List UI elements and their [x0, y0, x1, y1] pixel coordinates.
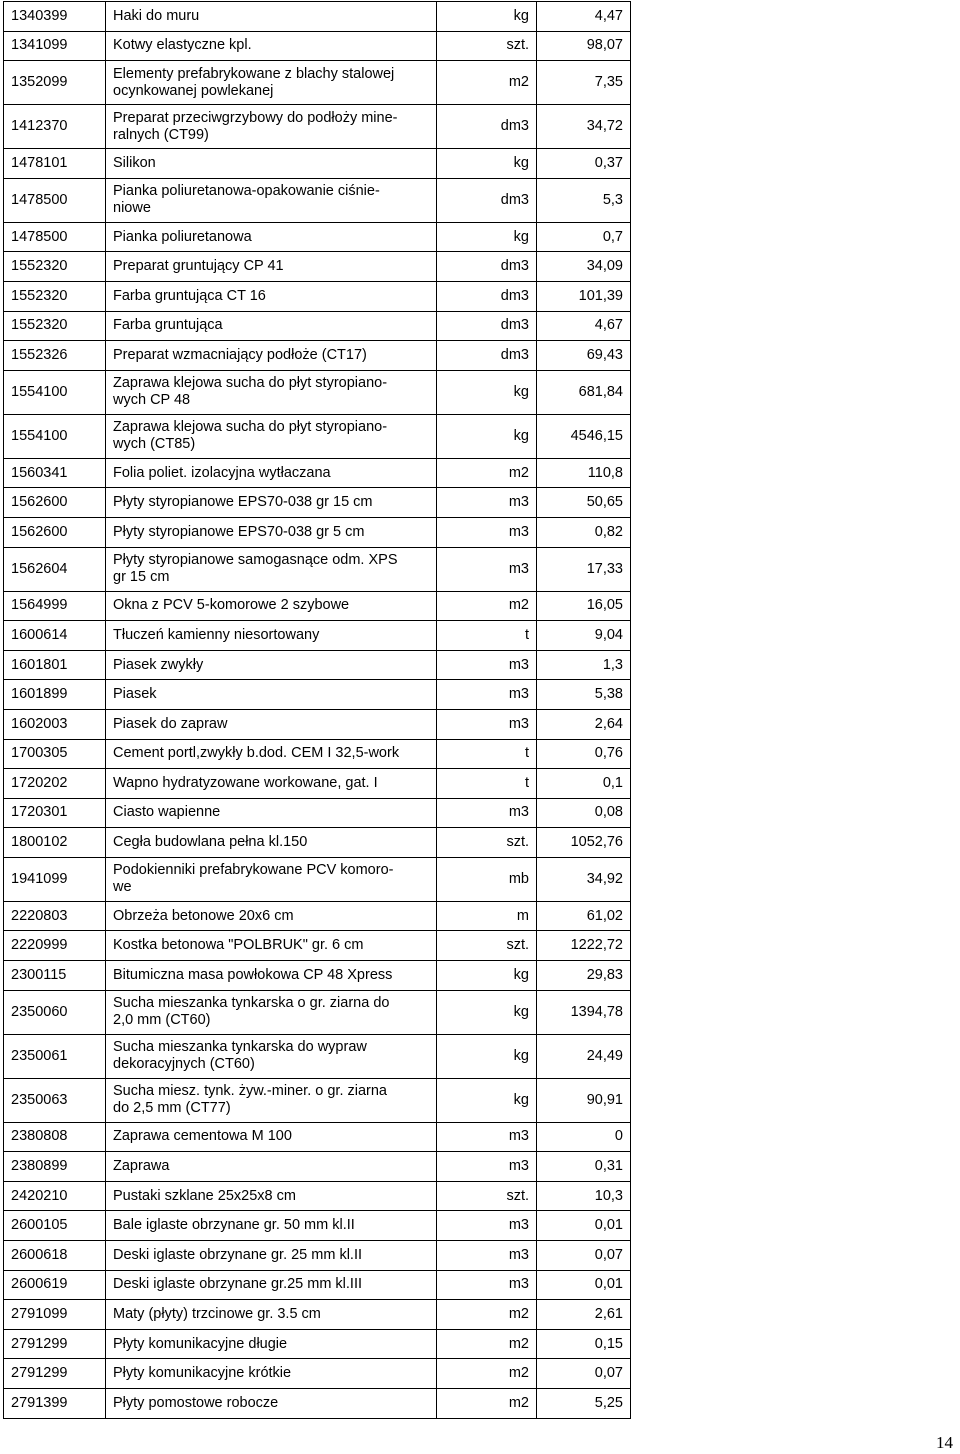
cell-name: Zaprawa cementowa M 100 — [106, 1122, 437, 1152]
table-row — [4, 739, 631, 769]
table-row — [4, 1270, 631, 1300]
cell-unit: m3 — [437, 488, 537, 518]
cell-code: 1601899 — [4, 680, 106, 710]
table-row — [4, 1359, 631, 1389]
cell-unit: m2 — [437, 1359, 537, 1389]
table-row — [4, 901, 631, 931]
cell-unit: dm3 — [437, 105, 537, 149]
cell-code: 1720202 — [4, 769, 106, 799]
cell-qty: 69,43 — [537, 341, 631, 371]
cell-code: 2380808 — [4, 1122, 106, 1152]
table-row — [4, 370, 631, 414]
cell-code: 1560341 — [4, 458, 106, 488]
cell-code: 2350063 — [4, 1078, 106, 1122]
cell-name: Sucha mieszanka tynkarska do wypraw dekoracyjnych (CT60) — [106, 1034, 437, 1078]
table-row — [4, 709, 631, 739]
cell-code: 1700305 — [4, 739, 106, 769]
cell-unit: dm3 — [437, 341, 537, 371]
cell-name: Maty (płyty) trzcinowe gr. 3.5 cm — [106, 1300, 437, 1330]
cell-qty: 17,33 — [537, 547, 631, 591]
cell-code: 1412370 — [4, 105, 106, 149]
materials-table-body — [4, 2, 631, 1419]
table-row — [4, 1181, 631, 1211]
table-row — [4, 488, 631, 518]
cell-name: Pianka poliuretanowa — [106, 222, 437, 252]
cell-name: Zaprawa klejowa sucha do płyt styropiano- wych CP 48 — [106, 370, 437, 414]
cell-qty: 0,1 — [537, 769, 631, 799]
cell-qty: 16,05 — [537, 591, 631, 621]
cell-qty: 0,07 — [537, 1359, 631, 1389]
cell-unit: kg — [437, 414, 537, 458]
cell-code: 1341099 — [4, 31, 106, 61]
table-row — [4, 105, 631, 149]
cell-name: Farba gruntująca CT 16 — [106, 281, 437, 311]
cell-qty: 0 — [537, 1122, 631, 1152]
cell-qty: 5,38 — [537, 680, 631, 710]
table-row — [4, 252, 631, 282]
table-row — [4, 828, 631, 858]
cell-unit: szt. — [437, 931, 537, 961]
cell-name: Haki do muru — [106, 2, 437, 32]
cell-name: Podokienniki prefabrykowane PCV komoro- we — [106, 857, 437, 901]
page-number: 14 — [936, 1433, 953, 1452]
cell-name: Pianka poliuretanowa-opakowanie ciśnie- niowe — [106, 178, 437, 222]
cell-qty: 0,01 — [537, 1270, 631, 1300]
cell-unit: kg — [437, 2, 537, 32]
cell-code: 1478500 — [4, 222, 106, 252]
cell-name: Obrzeża betonowe 20x6 cm — [106, 901, 437, 931]
cell-name: Cegła budowlana pełna kl.150 — [106, 828, 437, 858]
cell-unit: m2 — [437, 591, 537, 621]
cell-name: Preparat przeciwgrzybowy do podłoży mine- ralnych (CT99) — [106, 105, 437, 149]
table-row — [4, 1078, 631, 1122]
cell-qty: 90,91 — [537, 1078, 631, 1122]
cell-name: Pustaki szklane 25x25x8 cm — [106, 1181, 437, 1211]
cell-unit: m2 — [437, 458, 537, 488]
cell-qty: 1222,72 — [537, 931, 631, 961]
cell-name: Płyty komunikacyjne długie — [106, 1329, 437, 1359]
table-row — [4, 1300, 631, 1330]
cell-unit: m3 — [437, 798, 537, 828]
cell-unit: mb — [437, 857, 537, 901]
table-row — [4, 857, 631, 901]
table-row — [4, 178, 631, 222]
cell-unit: kg — [437, 990, 537, 1034]
table-row — [4, 311, 631, 341]
cell-code: 1564999 — [4, 591, 106, 621]
cell-code: 1562600 — [4, 517, 106, 547]
cell-code: 1552326 — [4, 341, 106, 371]
materials-table — [3, 1, 631, 1419]
cell-code: 2350061 — [4, 1034, 106, 1078]
table-row — [4, 1389, 631, 1419]
cell-unit: dm3 — [437, 178, 537, 222]
cell-qty: 1394,78 — [537, 990, 631, 1034]
cell-unit: kg — [437, 1034, 537, 1078]
table-row — [4, 341, 631, 371]
cell-name: Kotwy elastyczne kpl. — [106, 31, 437, 61]
cell-code: 2350060 — [4, 990, 106, 1034]
cell-unit: m2 — [437, 1300, 537, 1330]
cell-name: Folia poliet. izolacyjna wytłaczana — [106, 458, 437, 488]
cell-qty: 50,65 — [537, 488, 631, 518]
cell-qty: 681,84 — [537, 370, 631, 414]
cell-unit: kg — [437, 149, 537, 179]
table-row — [4, 547, 631, 591]
cell-code: 1720301 — [4, 798, 106, 828]
cell-unit: dm3 — [437, 252, 537, 282]
table-row — [4, 458, 631, 488]
cell-qty: 61,02 — [537, 901, 631, 931]
cell-name: Ciasto wapienne — [106, 798, 437, 828]
cell-code: 1352099 — [4, 61, 106, 105]
table-row — [4, 222, 631, 252]
cell-unit: m2 — [437, 61, 537, 105]
cell-name: Zaprawa — [106, 1152, 437, 1182]
cell-unit: m3 — [437, 517, 537, 547]
table-row — [4, 931, 631, 961]
table-row — [4, 1211, 631, 1241]
cell-code: 2791299 — [4, 1359, 106, 1389]
cell-code: 1601801 — [4, 650, 106, 680]
cell-unit: m3 — [437, 650, 537, 680]
cell-name: Płyty pomostowe robocze — [106, 1389, 437, 1419]
table-row — [4, 1152, 631, 1182]
cell-code: 1554100 — [4, 370, 106, 414]
cell-name: Bale iglaste obrzynane gr. 50 mm kl.II — [106, 1211, 437, 1241]
cell-code: 2600105 — [4, 1211, 106, 1241]
table-row — [4, 414, 631, 458]
cell-name: Płyty styropianowe samogasnące odm. XPS gr 15 cm — [106, 547, 437, 591]
cell-name: Płyty styropianowe EPS70-038 gr 5 cm — [106, 517, 437, 547]
cell-code: 2380899 — [4, 1152, 106, 1182]
cell-qty: 0,15 — [537, 1329, 631, 1359]
cell-name: Deski iglaste obrzynane gr.25 mm kl.III — [106, 1270, 437, 1300]
cell-unit: m3 — [437, 1211, 537, 1241]
cell-qty: 34,92 — [537, 857, 631, 901]
cell-code: 2600618 — [4, 1241, 106, 1271]
cell-unit: m — [437, 901, 537, 931]
table-row — [4, 2, 631, 32]
cell-qty: 5,25 — [537, 1389, 631, 1419]
table-row — [4, 149, 631, 179]
table-row — [4, 650, 631, 680]
cell-name: Płyty komunikacyjne krótkie — [106, 1359, 437, 1389]
table-row — [4, 1122, 631, 1152]
cell-qty: 7,35 — [537, 61, 631, 105]
cell-name: Piasek — [106, 680, 437, 710]
table-row — [4, 1329, 631, 1359]
cell-code: 1562604 — [4, 547, 106, 591]
cell-code: 1552320 — [4, 311, 106, 341]
cell-qty: 24,49 — [537, 1034, 631, 1078]
cell-unit: kg — [437, 222, 537, 252]
table-row — [4, 591, 631, 621]
table-row — [4, 1241, 631, 1271]
cell-qty: 34,72 — [537, 105, 631, 149]
cell-qty: 0,37 — [537, 149, 631, 179]
cell-name: Okna z PCV 5-komorowe 2 szybowe — [106, 591, 437, 621]
cell-unit: kg — [437, 961, 537, 991]
cell-qty: 2,64 — [537, 709, 631, 739]
cell-name: Piasek do zapraw — [106, 709, 437, 739]
cell-unit: m3 — [437, 1152, 537, 1182]
cell-unit: szt. — [437, 31, 537, 61]
cell-code: 1941099 — [4, 857, 106, 901]
cell-code: 1478101 — [4, 149, 106, 179]
cell-qty: 4546,15 — [537, 414, 631, 458]
cell-unit: m2 — [437, 1389, 537, 1419]
cell-qty: 0,01 — [537, 1211, 631, 1241]
cell-unit: m3 — [437, 1122, 537, 1152]
cell-qty: 0,82 — [537, 517, 631, 547]
cell-qty: 29,83 — [537, 961, 631, 991]
cell-qty: 1,3 — [537, 650, 631, 680]
cell-qty: 101,39 — [537, 281, 631, 311]
cell-name: Sucha mieszanka tynkarska o gr. ziarna do 2,0 mm (CT60) — [106, 990, 437, 1034]
cell-qty: 4,67 — [537, 311, 631, 341]
cell-name: Preparat wzmacniający podłoże (CT17) — [106, 341, 437, 371]
table-row — [4, 961, 631, 991]
cell-unit: m3 — [437, 1241, 537, 1271]
cell-qty: 0,07 — [537, 1241, 631, 1271]
cell-qty: 5,3 — [537, 178, 631, 222]
table-row — [4, 769, 631, 799]
cell-qty: 10,3 — [537, 1181, 631, 1211]
cell-name: Sucha miesz. tynk. żyw.-miner. o gr. ziarna do 2,5 mm (CT77) — [106, 1078, 437, 1122]
cell-qty: 2,61 — [537, 1300, 631, 1330]
cell-name: Cement portl,zwykły b.dod. CEM I 32,5-work — [106, 739, 437, 769]
cell-unit: kg — [437, 370, 537, 414]
cell-unit: t — [437, 621, 537, 651]
cell-code: 1800102 — [4, 828, 106, 858]
cell-name: Preparat gruntujący CP 41 — [106, 252, 437, 282]
table-row — [4, 31, 631, 61]
cell-code: 2600619 — [4, 1270, 106, 1300]
cell-qty: 9,04 — [537, 621, 631, 651]
cell-unit: m3 — [437, 680, 537, 710]
cell-code: 2300115 — [4, 961, 106, 991]
cell-name: Kostka betonowa "POLBRUK" gr. 6 cm — [106, 931, 437, 961]
cell-code: 1552320 — [4, 252, 106, 282]
cell-unit: kg — [437, 1078, 537, 1122]
cell-unit: t — [437, 739, 537, 769]
cell-code: 2420210 — [4, 1181, 106, 1211]
cell-qty: 0,31 — [537, 1152, 631, 1182]
table-row — [4, 517, 631, 547]
cell-code: 1552320 — [4, 281, 106, 311]
cell-unit: m3 — [437, 1270, 537, 1300]
cell-code: 2791099 — [4, 1300, 106, 1330]
cell-qty: 4,47 — [537, 2, 631, 32]
cell-code: 1478500 — [4, 178, 106, 222]
table-row — [4, 1034, 631, 1078]
table-row — [4, 990, 631, 1034]
cell-name: Bitumiczna masa powłokowa CP 48 Xpress — [106, 961, 437, 991]
table-row — [4, 61, 631, 105]
cell-code: 1602003 — [4, 709, 106, 739]
cell-code: 2220999 — [4, 931, 106, 961]
cell-code: 1562600 — [4, 488, 106, 518]
cell-unit: szt. — [437, 1181, 537, 1211]
cell-qty: 1052,76 — [537, 828, 631, 858]
cell-name: Zaprawa klejowa sucha do płyt styropiano- wych (CT85) — [106, 414, 437, 458]
cell-unit: m2 — [437, 1329, 537, 1359]
cell-code: 2791399 — [4, 1389, 106, 1419]
cell-name: Farba gruntująca — [106, 311, 437, 341]
cell-qty: 98,07 — [537, 31, 631, 61]
cell-code: 1340399 — [4, 2, 106, 32]
cell-code: 1600614 — [4, 621, 106, 651]
cell-code: 1554100 — [4, 414, 106, 458]
table-row — [4, 281, 631, 311]
cell-qty: 34,09 — [537, 252, 631, 282]
cell-unit: dm3 — [437, 311, 537, 341]
cell-unit: dm3 — [437, 281, 537, 311]
cell-name: Deski iglaste obrzynane gr. 25 mm kl.II — [106, 1241, 437, 1271]
cell-name: Silikon — [106, 149, 437, 179]
table-row — [4, 798, 631, 828]
table-row — [4, 680, 631, 710]
table-row — [4, 621, 631, 651]
cell-name: Elementy prefabrykowane z blachy stalowej ocynkowanej powlekanej — [106, 61, 437, 105]
cell-unit: m3 — [437, 709, 537, 739]
cell-name: Płyty styropianowe EPS70-038 gr 15 cm — [106, 488, 437, 518]
cell-qty: 0,76 — [537, 739, 631, 769]
cell-unit: m3 — [437, 547, 537, 591]
cell-qty: 0,7 — [537, 222, 631, 252]
cell-code: 2220803 — [4, 901, 106, 931]
cell-qty: 0,08 — [537, 798, 631, 828]
cell-qty: 110,8 — [537, 458, 631, 488]
cell-code: 2791299 — [4, 1329, 106, 1359]
cell-name: Piasek zwykły — [106, 650, 437, 680]
cell-name: Wapno hydratyzowane workowane, gat. I — [106, 769, 437, 799]
cell-unit: szt. — [437, 828, 537, 858]
cell-unit: t — [437, 769, 537, 799]
cell-name: Tłuczeń kamienny niesortowany — [106, 621, 437, 651]
